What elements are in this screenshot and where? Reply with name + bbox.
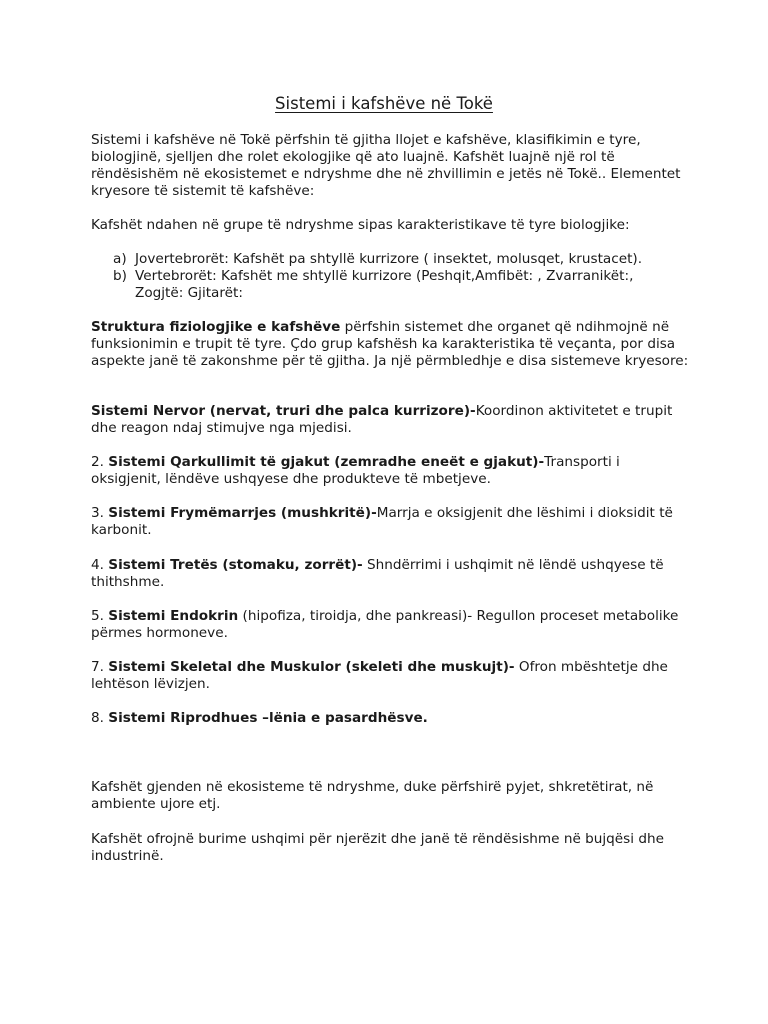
list-item-text: Vertebrorët: Kafshët me shtyllë kurrizore (Peshqit,Amfibët: , Zvarranikët:, Zogjtë: Gjitarët: [135,268,634,301]
system-heading: Sistemi Frymëmarrjes (mushkritë)- [108,505,377,521]
intro-paragraph: Sistemi i kafshëve në Tokë përfshin të gjitha llojet e kafshëve, klasifikimin e tyre, biologjinë, sjelljen dhe rolet ekologjike që ato luajnë. Kafshët luajnë një rol të rëndësishëm në ekosistemet e ndryshme dhe në zhvillimin e jetës në Tokë.. Elementet kryesore të sistemit të kafshëve: [91,132,681,199]
list-item [113,268,683,302]
system-number: 2. [91,454,109,470]
list-item [113,251,683,268]
system-text: (hipofiza, tiroidja, dhe pankreasi)- Regullon proceset metabolike përmes hormoneve. [91,608,679,641]
system-heading: Sistemi Riprodhues –lënia e pasardhësve. [108,710,428,726]
system-heading: Sistemi Nervor (nervat, truri dhe palca kurrizore)- [91,403,476,419]
system-number: 4. [91,557,109,573]
system-paragraph [91,608,691,642]
system-text: Shndërrimi i ushqimit në lëndë ushqyese të thithshme. [91,557,664,590]
animal-groups-list [113,251,683,302]
list-item-text: Jovertebrorët: Kafshët pa shtyllë kurrizore ( insektet, molusqet, krustacet). [135,251,643,267]
system-number: 7. [91,659,109,675]
structure-text: përfshin sistemet dhe organet që ndihmojnë në funksionimin e trupit të tyre. Çdo grup kafshësh ka karakteristika të veçanta, por disa aspekte janë të zakonshme për të gjitha. Ja një përmbledhje e disa sistemeve kryesore: [91,319,689,369]
resources-paragraph: Kafshët ofrojnë burime ushqimi për njerëzit dhe janë të rëndësishme në bujqësi dhe industrinë. [91,831,664,864]
system-number: 8. [91,710,109,726]
document-title: Sistemi i kafshëve në Tokë [275,94,493,113]
system-paragraph [91,710,691,727]
system-heading: Sistemi Qarkullimit të gjakut (zemradhe eneët e gjakut)- [108,454,545,470]
system-paragraph [91,403,691,437]
system-heading: Sistemi Endokrin [108,608,239,624]
habitat-paragraph: Kafshët gjenden në ekosisteme të ndryshme, duke përfshirë pyjet, shkretëtirat, në ambiente ujore etj. [91,779,654,812]
system-heading: Sistemi Skeletal dhe Muskulor (skeleti dhe muskujt)- [108,659,515,675]
system-number: 3. [91,505,109,521]
groups-intro: Kafshët ndahen në grupe të ndryshme sipas karakteristikave të tyre biologjike: [91,217,630,233]
system-text: Koordinon aktivitetet e trupit dhe reagon ndaj stimujve nga mjedisi. [91,403,673,436]
system-paragraph [91,557,691,591]
system-paragraph [91,454,691,488]
list-marker: b) [113,268,127,284]
system-number: 5. [91,608,109,624]
system-text: Transporti i oksigjenit, lëndëve ushqyese dhe produkteve të mbetjeve. [91,454,620,487]
structure-paragraph [91,319,691,370]
system-text: Ofron mbështetje dhe lehtëson lëvizjen. [91,659,668,692]
system-heading: Sistemi Tretës (stomaku, zorrët)- [108,557,363,573]
structure-heading: Struktura fiziologjike e kafshëve [91,319,341,335]
list-marker: a) [113,251,127,267]
system-paragraph [91,659,691,693]
system-text: Marrja e oksigjenit dhe lëshimi i dioksidit të karbonit. [91,505,673,538]
system-paragraph [91,505,691,539]
